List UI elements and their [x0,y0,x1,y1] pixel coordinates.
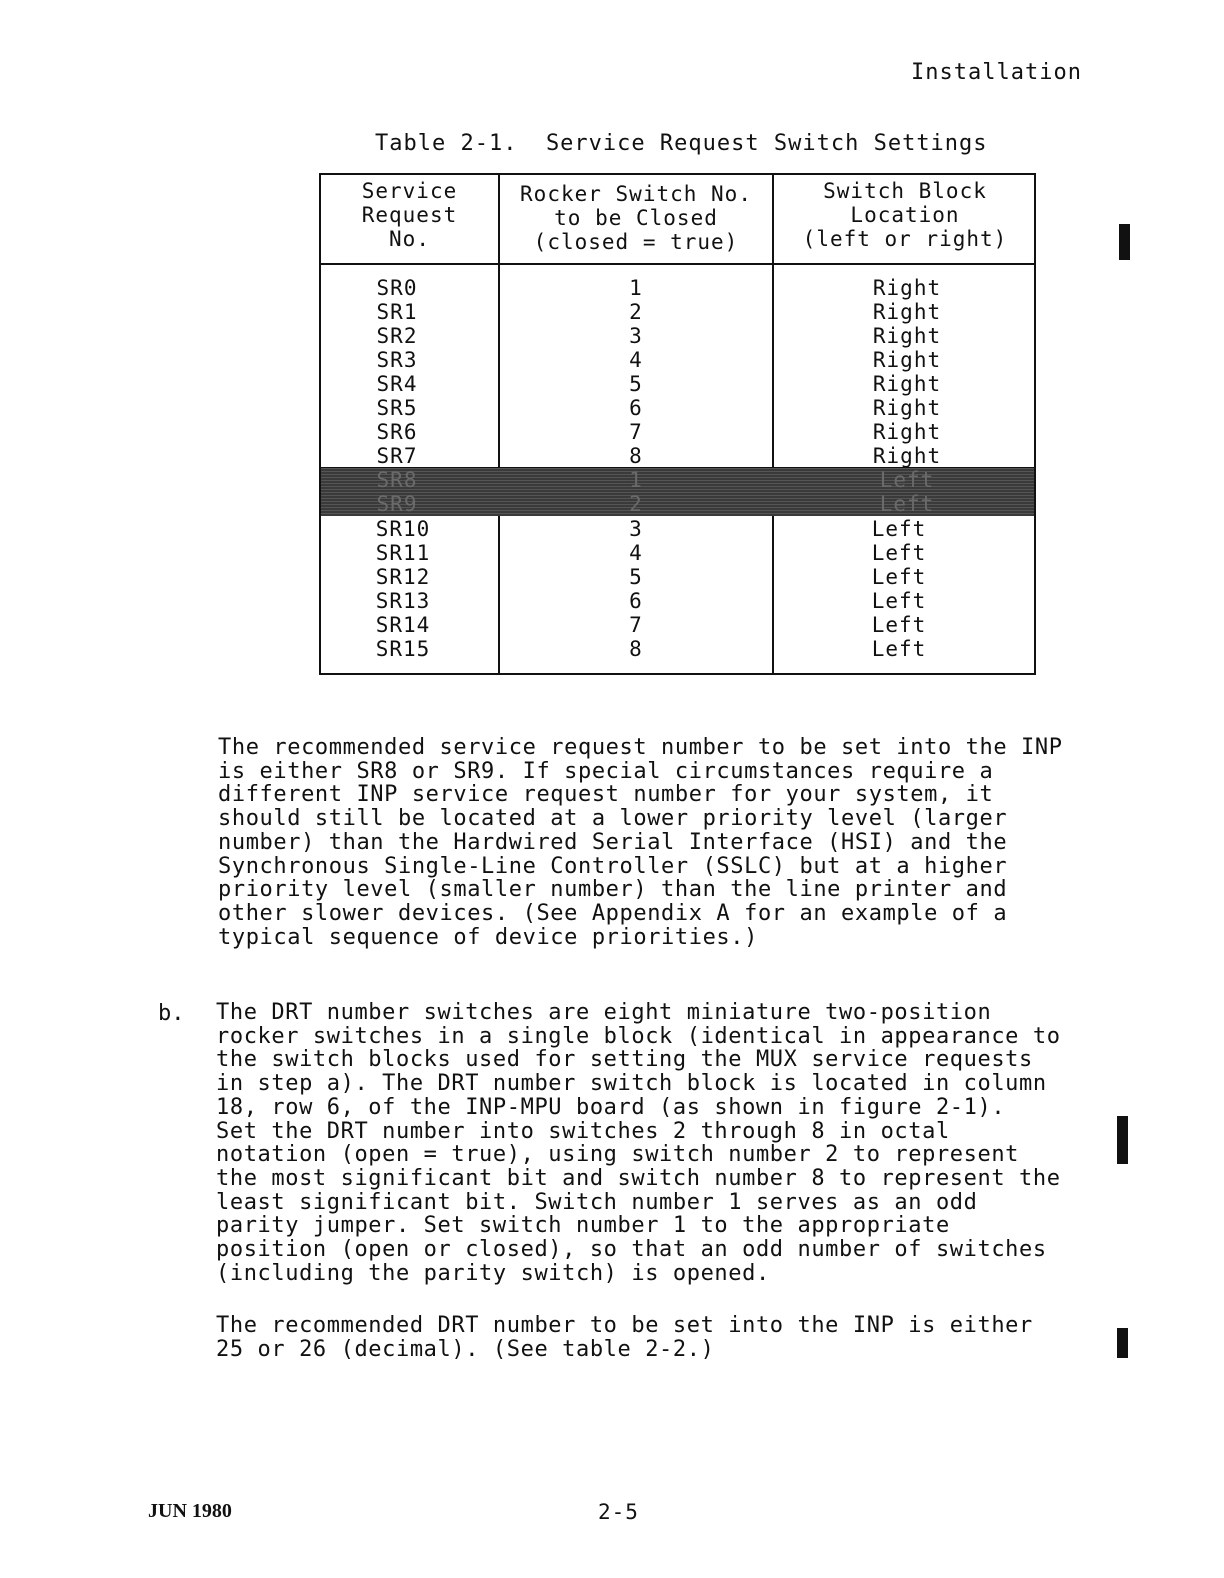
cell-sr: SR15 [375,637,431,661]
cell-sr: SR3 [376,348,418,372]
cell-sr: SR9 [376,492,418,516]
header-line: to be Closed [554,206,718,230]
running-head: Installation [911,60,1082,85]
header-switch-block [774,179,1036,251]
header-line: No. [389,227,430,251]
text-line: The recommended DRT number to be set into the INP is either [216,1313,1033,1338]
cell-sr: SR11 [375,541,431,565]
header-service-request [321,179,498,251]
cell-location: Left [871,517,927,541]
cell-switch: 2 [629,492,643,516]
cell-location: Right [872,324,942,348]
header-line: Switch Block [823,179,987,203]
change-bar [1119,224,1130,260]
cell-location: Left [879,468,935,492]
cell-sr: SR12 [375,565,431,589]
text-line: The recommended service request number to be set into the INP [218,735,1063,760]
cell-switch: 8 [629,444,643,468]
text-line: number) than the Hardwired Serial Interface (HSI) and the [218,829,1008,855]
cell-switch: 5 [629,372,643,396]
paragraph-drt-number-switches [216,1001,1078,1285]
cell-switch: 2 [629,300,643,324]
footer-date: JUN 1980 [148,1500,232,1522]
cell-location: Right [872,276,942,300]
cell-location: Right [872,348,942,372]
paragraph-recommended-service-request [218,736,1082,949]
cell-sr: SR4 [376,372,418,396]
text-line: 25 or 26 (decimal). (See table 2-2.) [216,1336,715,1362]
text-line: least significant bit. Switch number 1 serves as an odd [216,1189,978,1215]
cell-switch: 4 [629,541,643,565]
header-line: Request [361,203,458,227]
cell-location: Right [872,420,942,444]
shaded-column-service-request [321,468,473,516]
text-line: notation (open = true), using switch number 2 to represent [216,1142,1020,1168]
text-line: (including the parity switch) is opened. [216,1260,770,1286]
shaded-column-block-location [774,468,1040,516]
text-line: typical sequence of device priorities.) [218,924,758,950]
cell-sr: SR2 [376,324,418,348]
text-line: Set the DRT number into switches 2 through 8 in octal [216,1118,950,1144]
text-line: rocker switches in a single block (identical in appearance to [216,1023,1061,1049]
text-line: the switch blocks used for setting the MUX service requests [216,1047,1033,1073]
text-line: other slower devices. (See Appendix A for an example of a [218,900,1008,926]
service-request-table [319,173,1036,675]
cell-location: Left [871,541,927,565]
cell-location: Left [879,492,935,516]
text-line: 18, row 6, of the INP-MPU board (as shown in figure 2-1). [216,1094,1006,1120]
cell-switch: 1 [629,276,643,300]
column-service-request [321,276,473,468]
cell-location: Left [871,637,927,661]
header-line: (left or right) [802,227,1008,251]
column-service-request-lower [321,517,485,661]
cell-sr: SR10 [375,517,431,541]
cell-switch: 5 [629,565,643,589]
column-block-location-lower [774,517,1024,661]
cell-location: Right [872,372,942,396]
cell-switch: 7 [629,613,643,637]
cell-switch: 8 [629,637,643,661]
text-line: different INP service request number for your system, it [218,782,994,808]
text-line: The DRT number switches are eight miniature two-position [216,1000,992,1025]
cell-switch: 1 [629,468,643,492]
cell-sr: SR8 [376,468,418,492]
text-line: position (open or closed), so that an odd number of switches [216,1237,1047,1263]
cell-sr: SR1 [376,300,418,324]
text-line: Synchronous Single-Line Controller (SSLC) but at a higher [218,853,1008,879]
column-rocker-switch [500,276,772,468]
cell-switch: 6 [629,396,643,420]
header-rocker-switch [500,182,772,254]
cell-sr: SR7 [376,444,418,468]
header-line: Rocker Switch No. [520,182,752,206]
header-line: (closed = true) [533,230,739,254]
header-divider [321,263,1034,265]
table-caption: Table 2-1. Service Request Switch Settings [375,131,988,156]
paragraph-recommended-drt-number [216,1314,1078,1361]
cell-location: Left [871,613,927,637]
cell-location: Right [872,444,942,468]
cell-sr: SR5 [376,396,418,420]
text-line: priority level (smaller number) than the line printer and [218,877,1008,903]
header-line: Service [361,179,458,203]
cell-location: Left [871,589,927,613]
text-line: the most significant bit and switch number 8 to represent the [216,1165,1061,1191]
change-bar [1117,1116,1128,1164]
cell-switch: 3 [629,517,643,541]
cell-location: Left [871,565,927,589]
text-line: should still be located at a lower priority level (larger [218,806,1008,832]
list-item-marker: b. [158,1001,185,1026]
cell-switch: 6 [629,589,643,613]
cell-sr: SR6 [376,420,418,444]
page-number: 2-5 [598,1500,639,1524]
cell-sr: SR14 [375,613,431,637]
cell-switch: 7 [629,420,643,444]
text-line: in step a). The DRT number switch block is located in column [216,1071,1047,1097]
cell-switch: 4 [629,348,643,372]
change-bar [1117,1328,1128,1358]
text-line: is either SR8 or SR9. If special circumstances require a [218,758,994,784]
shaded-column-rocker-switch [500,468,772,516]
column-rocker-switch-lower [500,517,772,661]
header-line: Location [850,203,960,227]
cell-location: Right [872,300,942,324]
cell-sr: SR0 [376,276,418,300]
text-line: parity jumper. Set switch number 1 to the appropriate [216,1213,950,1239]
cell-location: Right [872,396,942,420]
cell-sr: SR13 [375,589,431,613]
cell-switch: 3 [629,324,643,348]
column-block-location [774,276,1040,468]
